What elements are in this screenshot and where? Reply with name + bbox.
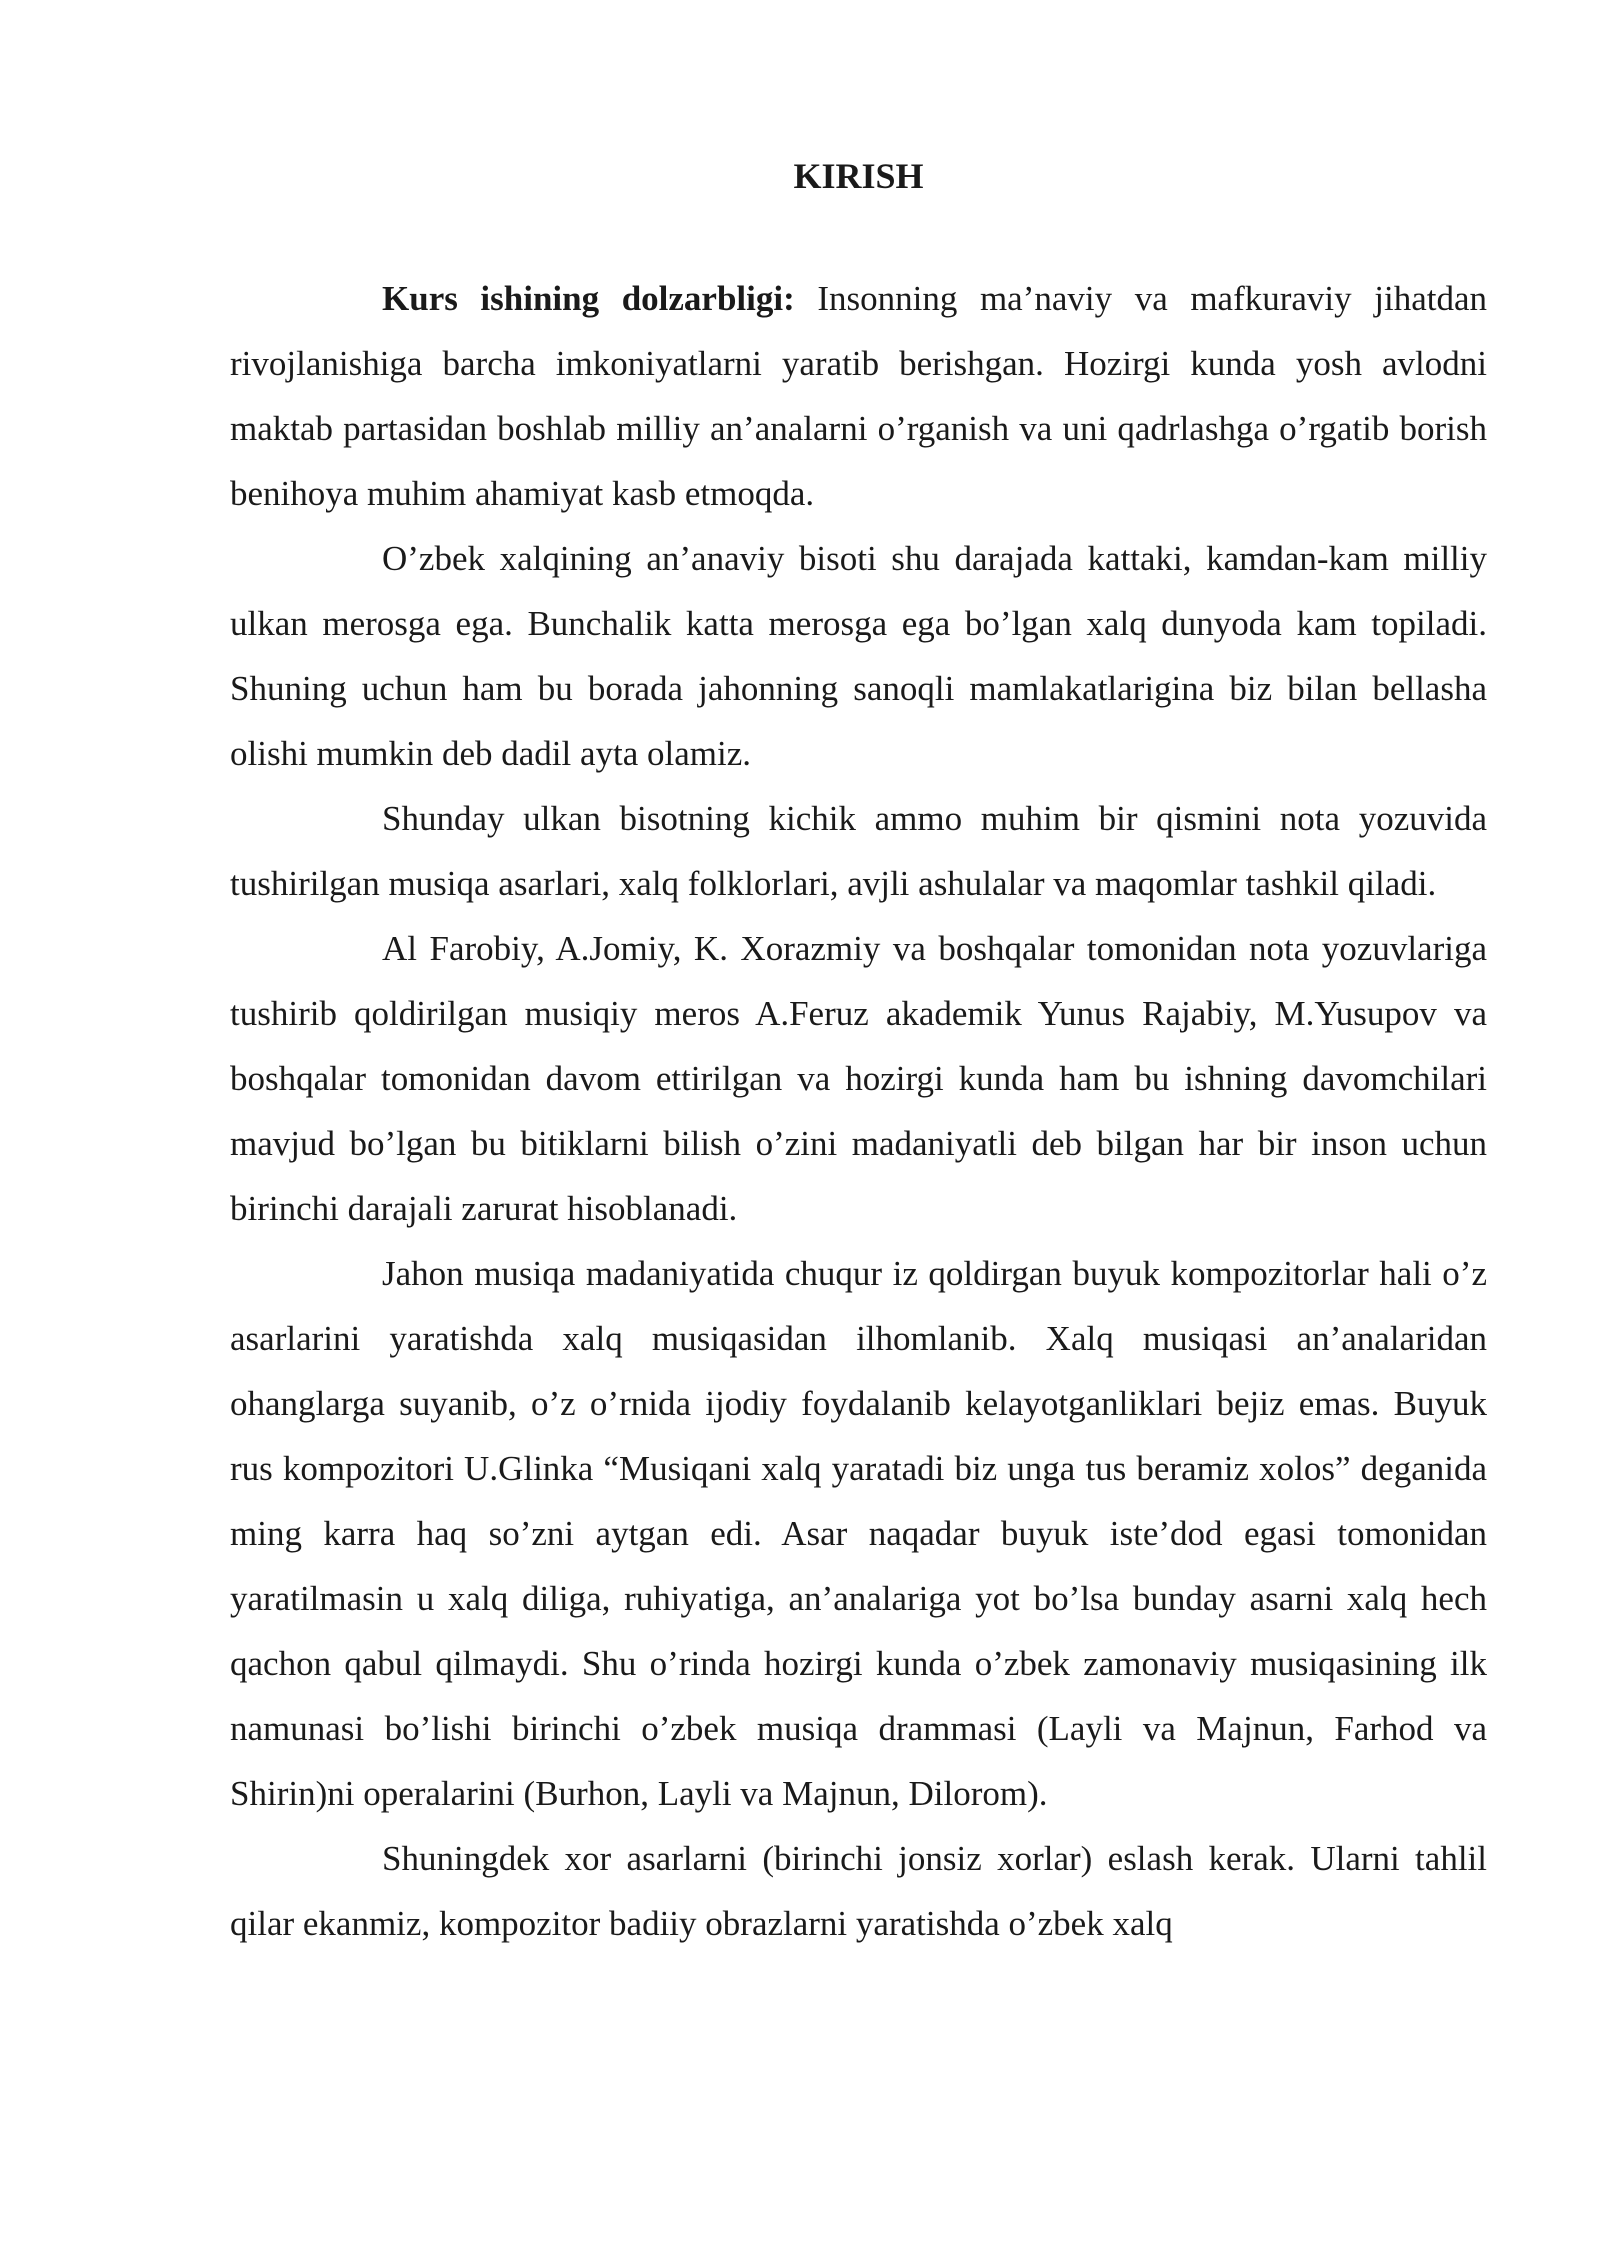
paragraph-notation: Shunday ulkan bisotning kichik ammo muhim bir qismini nota yozuvida tushirilgan musiqa asarlari, xalq folklorlari, avjli ashulalar va maqomlar tashkil qiladi. [230,799,1487,903]
page-title: KIRISH [793,156,924,196]
paragraph-scholars: Al Farobiy, A.Jomiy, K. Xorazmiy va boshqalar tomonidan nota yozuvlariga tushirib qoldirilgan musiqiy meros A.Feruz akademik Yunus Rajabiy, M.Yusupov va boshqalar tomonidan davom ettirilgan va hozirgi kunda ham bu ishning davomchilari mavjud bo’lgan bu bitiklarni bilish o’zini madaniyatli deb bilgan har bir inson uchun birinchi darajali zarurat hisoblanadi. [230,929,1487,1228]
paragraph-choral-works: Shuningdek xor asarlarni (birinchi jonsiz xorlar) eslash kerak. Ularni tahlil qilar ekanmiz, kompozitor badiiy obrazlarni yaratishda o’zbek xalq [230,1839,1487,1943]
paragraph-lead: Kurs ishining dolzarbligi: [382,279,795,318]
paragraph-text: Insonning ma’naviy va mafkuraviy jihatdan rivojlanishiga barcha imkoniyatlarni yaratib berishgan. Hozirgi kunda yosh avlodni maktab partasidan boshlab milliy an’analarni o’rganish va uni qadrlashga o’rgatib borish benihoya muhim ahamiyat kasb etmoqda. [230,279,1487,513]
document-page [230,150,1487,1956]
paragraph-composers: Jahon musiqa madaniyatida chuqur iz qoldirgan buyuk kompozitorlar hali o’z asarlarini yaratishda xalq musiqasidan ilhomlanib. Xalq musiqasi an’analaridan ohanglarga suyanib, o’z o’rnida ijodiy foydalanib kelayotganliklari bejiz emas. Buyuk rus kompozitori U.Glinka “Musiqani xalq yaratadi biz unga tus beramiz xolos” deganida ming karra haq so’zni aytgan edi. Asar naqadar buyuk iste’dod egasi tomonidan yaratilmasin u xalq diliga, ruhiyatiga, an’analariga yot bo’lsa bunday asarni xalq hech qachon qabul qilmaydi. Shu o’rinda hozirgi kunda o’zbek zamonaviy musiqasining ilk namunasi bo’lishi birinchi o’zbek musiqa drammasi (Layli va Majnun, Farhod va Shirin)ni operalarini (Burhon, Layli va Majnun, Dilorom). [230,1254,1487,1813]
paragraph-heritage: O’zbek xalqining an’anaviy bisoti shu darajada kattaki, kamdan-kam milliy ulkan merosga ega. Bunchalik katta merosga ega bo’lgan xalq dunyoda kam topiladi. Shuning uchun ham bu borada jahonning sanoqli mamlakatlarigina biz bilan bellasha olishi mumkin deb dadil ayta olamiz. [230,539,1487,773]
paragraph-relevance [230,266,1487,526]
